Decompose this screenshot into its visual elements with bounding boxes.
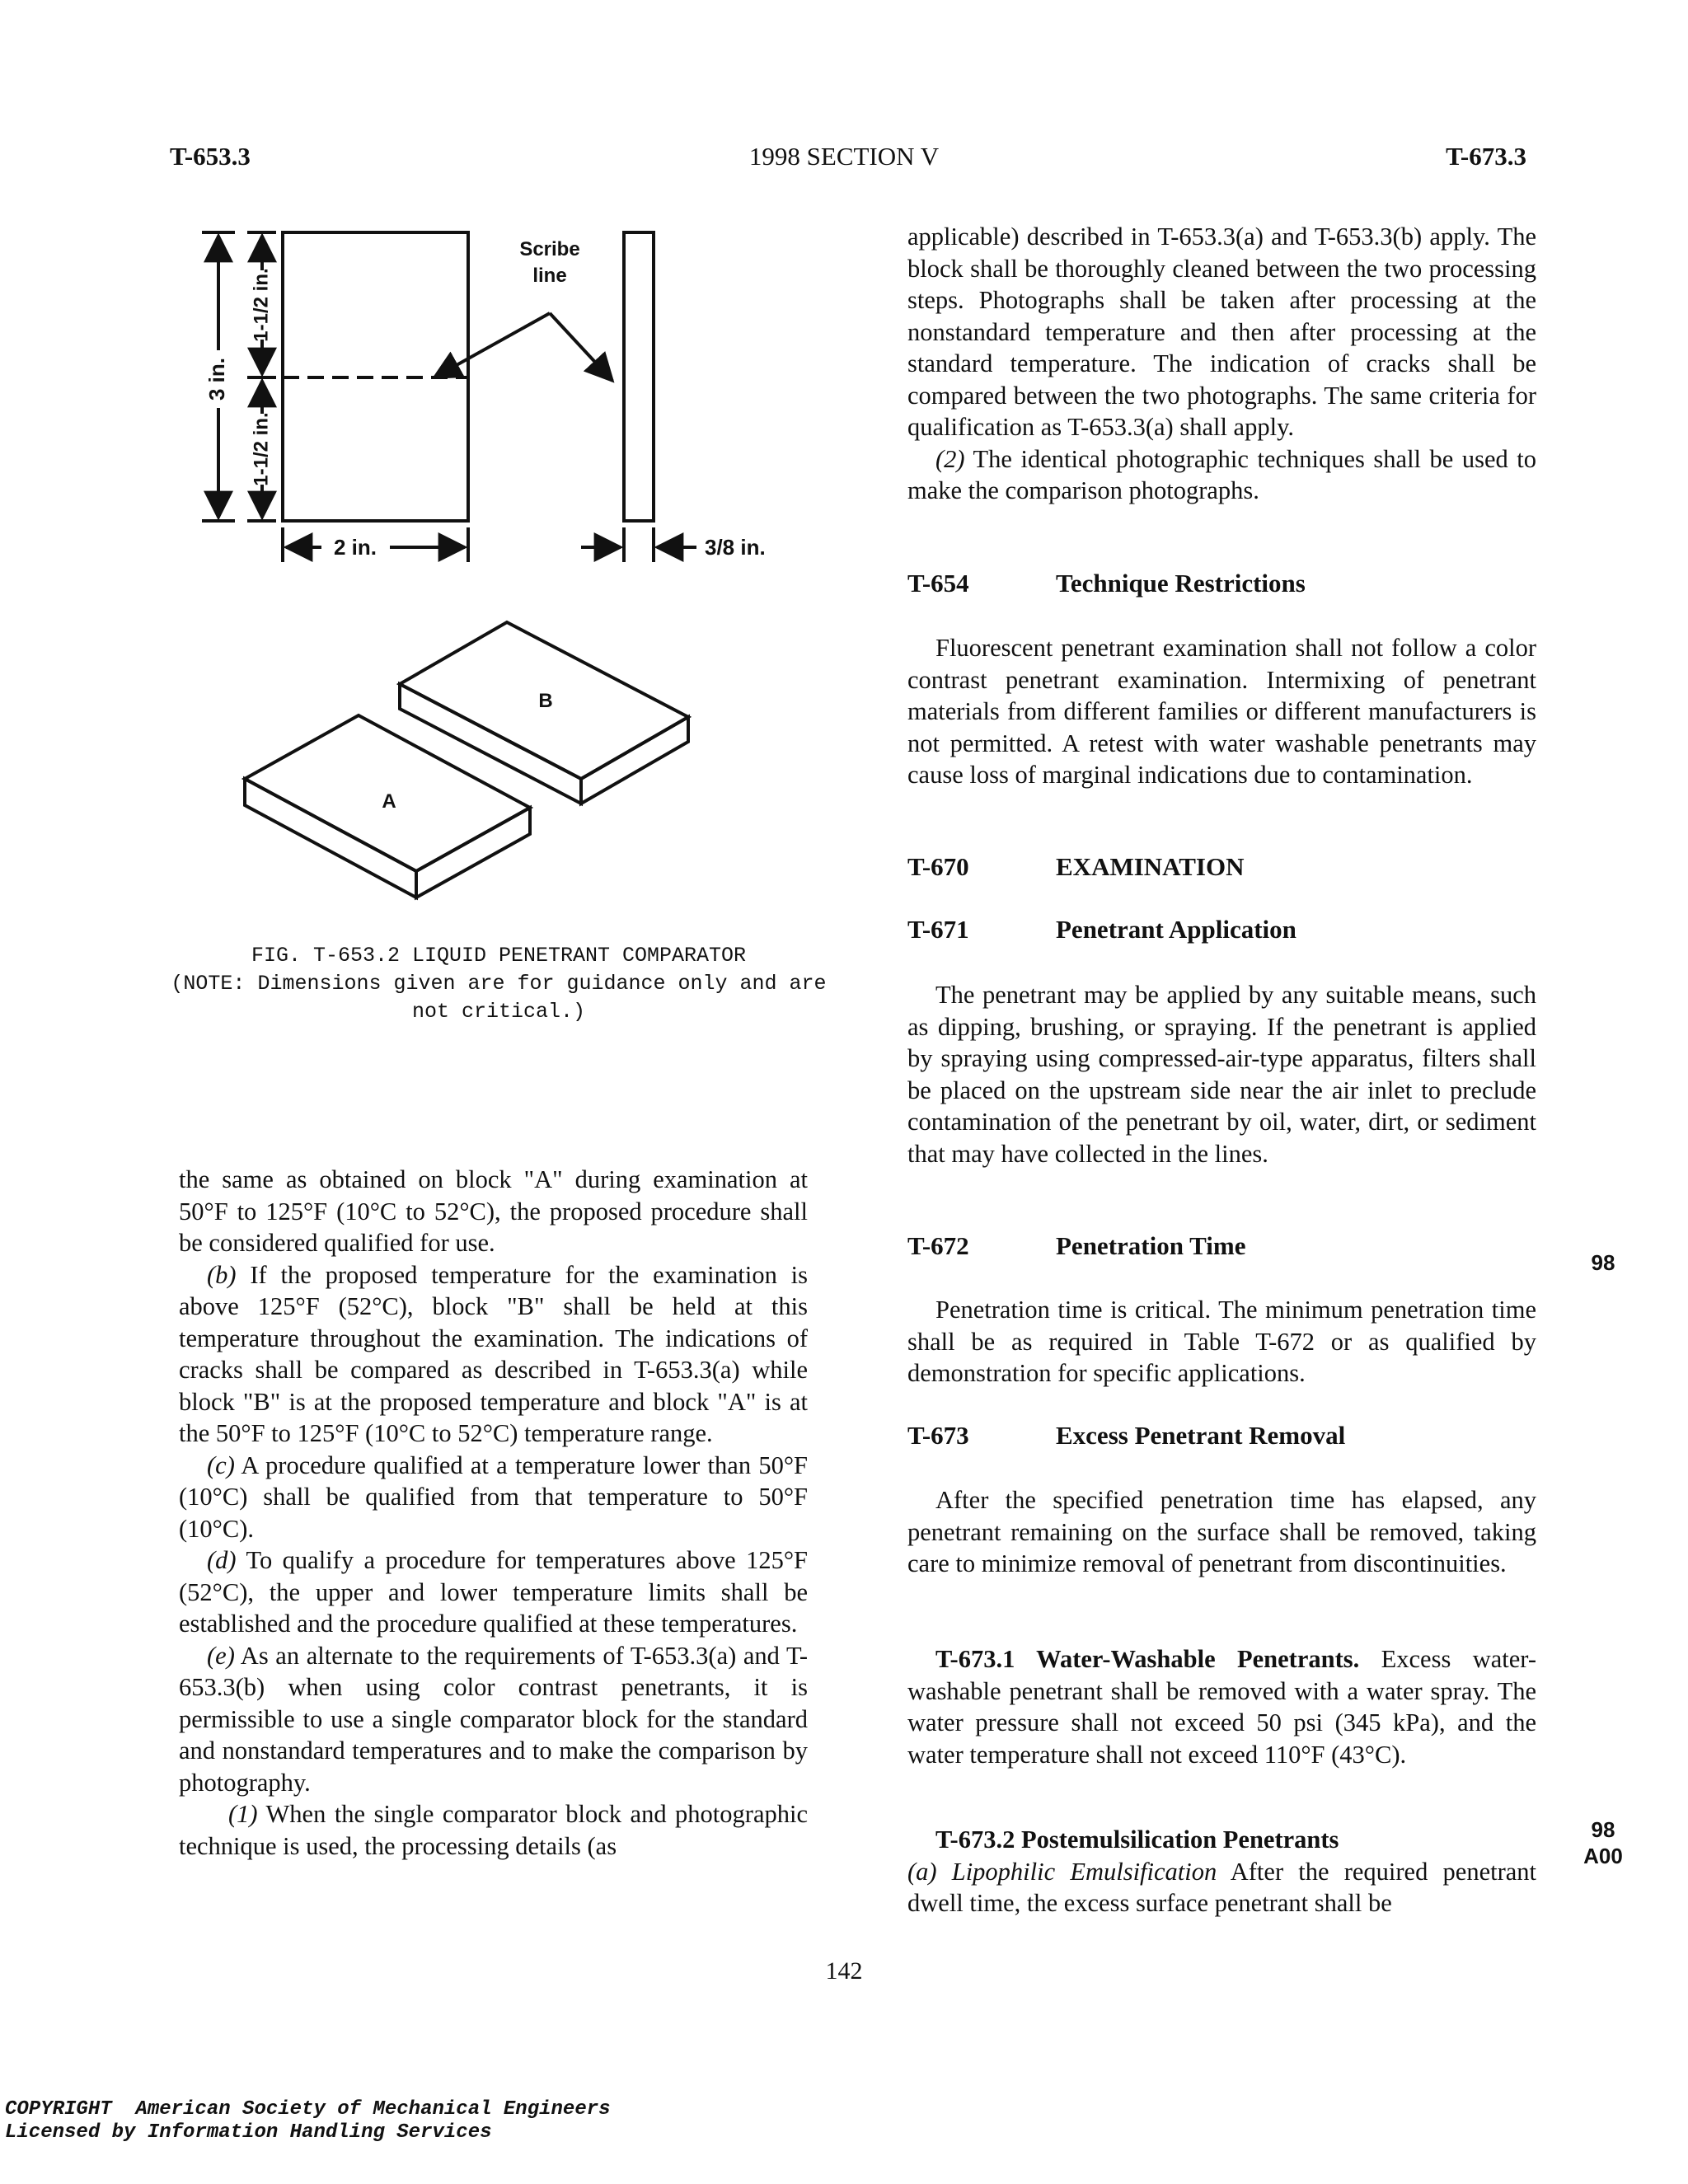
label-2: (2)	[935, 444, 965, 473]
section-body-t6731: T-673.1 Water-Washable Penetrants. Excess water-washable penetrant shall be removed with a water spray. The water pressure shall not exceed 50 psi (345 kPa), and the water temperature shall not exceed 110°F (43°C).	[907, 1645, 1536, 1769]
right-column-top	[907, 221, 1536, 507]
margin-revision-note: 98	[1591, 1250, 1615, 1275]
label-line: line	[532, 265, 567, 287]
figure-caption	[169, 942, 828, 1026]
section-number: T-671	[907, 915, 969, 944]
section-number: T-670	[907, 852, 969, 881]
section-heading-t673	[907, 1421, 1536, 1451]
caption-note-line2: not critical.)	[411, 1000, 586, 1024]
section-title: Excess Penetrant Removal	[1056, 1421, 1346, 1450]
subsection-label-lipophilic: (a) Lipophilic Emulsification	[907, 1857, 1217, 1886]
label-1-1-2-top: 1-1/2 in.	[250, 268, 273, 342]
left-paragraph-1: the same as obtained on block "A" during examination at 50°F to 125°F (10°C to 52°C), the proposed procedure shall be considered qualified for use.	[179, 1165, 808, 1257]
section-number: T-654	[907, 569, 969, 598]
left-paragraph-b: (b) If the proposed temperature for the examination is above 125°F (52°C), block "B" shall be held at this temperature throughout the examination. The indications of cracks shall be compared as described in T-653.3(a) while block "B" is at the proposed temperature and block "A" is at the 50°F to 125°F (10°C to 52°C) temperature range.	[179, 1260, 808, 1447]
label-c: (c)	[207, 1451, 235, 1479]
section-body-t672: Penetration time is critical. The minimum penetration time shall be as required in Table T-672 or as qualified by demonstration for specific applications.	[907, 1296, 1536, 1387]
section-body-t6732: T-673.2 Postemulsilication Penetrants (a) Lipophilic Emulsification After the required penetrant dwell time, the excess surface penetrant shall be	[907, 1825, 1536, 1917]
section-body-t654: Fluorescent penetrant examination shall not follow a color contrast penetrant examination. Intermixing of penetrant materials from different families or different manufacturers is not permitted. A retest with water washable penetrants may cause loss of marginal indications due to contamination.	[907, 634, 1536, 789]
left-paragraph-1-photo: (1) When the single comparator block and photographic technique is used, the processing details (as	[179, 1800, 808, 1860]
header-section-start: T-653.3	[170, 142, 251, 171]
margin-revision-note-2: 98 A00	[1583, 1817, 1623, 1868]
label-e: (e)	[207, 1641, 235, 1670]
label-3in: 3 in.	[204, 357, 229, 401]
header-section-end: T-673.3	[1446, 142, 1526, 171]
right-paragraph-1: applicable) described in T-653.3(a) and T-653.3(b) apply. The block shall be thoroughly cleaned between the two processing steps. Photographs shall be taken after processing at the nonstandard temperature and then after processing at the standard temperature. The indication of cracks shall be compared between the two photographs. The same criteria for qualification as T-653.3(a) shall apply.	[907, 223, 1536, 441]
label-1: (1)	[228, 1800, 258, 1828]
side-view-block	[624, 232, 654, 521]
comparator-drawing	[185, 223, 820, 923]
subsection-heading-t6731: T-673.1 Water-Washable Penetrants.	[935, 1645, 1360, 1673]
label-1-1-2-bottom: 1-1/2 in.	[250, 412, 273, 486]
label-block-a: A	[382, 790, 396, 813]
section-number: T-672	[907, 1231, 969, 1260]
label-scribe: Scribe	[519, 238, 580, 260]
section-heading-t670	[907, 852, 1536, 882]
section-body-t673: After the specified penetration time has elapsed, any penetrant remaining on the surface shall be removed, taking care to minimize removal of penetrant from discontinuities.	[907, 1486, 1536, 1577]
right-paragraph-2: (2) The identical photographic techniques shall be used to make the comparison photographs.	[907, 444, 1536, 504]
left-paragraph-e: (e) As an alternate to the requirements of T-653.3(a) and T-653.3(b) when using color contrast penetrants, it is permissible to use a single comparator block for the standard and nonstandard temperatures and to make the comparison by photography.	[179, 1641, 808, 1797]
label-block-b: B	[538, 690, 553, 712]
label-2in: 2 in.	[333, 535, 377, 560]
section-heading-t654	[907, 569, 1536, 598]
left-paragraph-c: (c) A procedure qualified at a temperature lower than 50°F (10°C) shall be qualified from that temperature to 50°F (10°C).	[179, 1451, 808, 1543]
section-number: T-673	[907, 1421, 969, 1450]
left-column	[179, 1164, 808, 1862]
comparator-figure	[185, 223, 820, 923]
subsection-heading-t6732: T-673.2 Postemulsilication Penetrants	[935, 1825, 1339, 1854]
block-a-right	[416, 808, 530, 898]
section-body-t671: The penetrant may be applied by any suitable means, such as dipping, brushing, or spraying. If the penetrant is applied by spraying using compressed-air-type apparatus, filters shall be placed on the upstream side near the air inlet to preclude contamination of the penetrant by oil, water, dirt, or sediment that may have collected in the lines.	[907, 981, 1536, 1168]
caption-note-line1: (NOTE: Dimensions given are for guidance only and are	[171, 972, 827, 996]
caption-title: FIG. T-653.2 LIQUID PENETRANT COMPARATOR	[251, 944, 747, 968]
copyright-footer	[5, 2098, 611, 2144]
section-title: Penetration Time	[1056, 1231, 1246, 1260]
footer-license: Licensed by Information Handling Services	[5, 2121, 492, 2144]
section-heading-t672	[907, 1231, 1536, 1261]
block-b-right	[581, 717, 688, 804]
left-paragraph-d: (d) To qualify a procedure for temperatures above 125°F (52°C), the upper and lower temperature limits shall be established and the procedure qualified at these temperatures.	[179, 1546, 808, 1638]
section-title: Penetrant Application	[1056, 915, 1296, 944]
label-3-8in: 3/8 in.	[705, 535, 766, 560]
footer-copyright: COPYRIGHT American Society of Mechanical Engineers	[5, 2098, 611, 2121]
header-title: 1998 SECTION V	[748, 142, 940, 171]
label-d: (d)	[207, 1546, 237, 1574]
section-title: EXAMINATION	[1056, 852, 1245, 881]
label-b: (b)	[207, 1260, 237, 1289]
page-number: 142	[825, 1957, 863, 1985]
section-heading-t671	[907, 915, 1536, 944]
section-title: Technique Restrictions	[1056, 569, 1306, 598]
